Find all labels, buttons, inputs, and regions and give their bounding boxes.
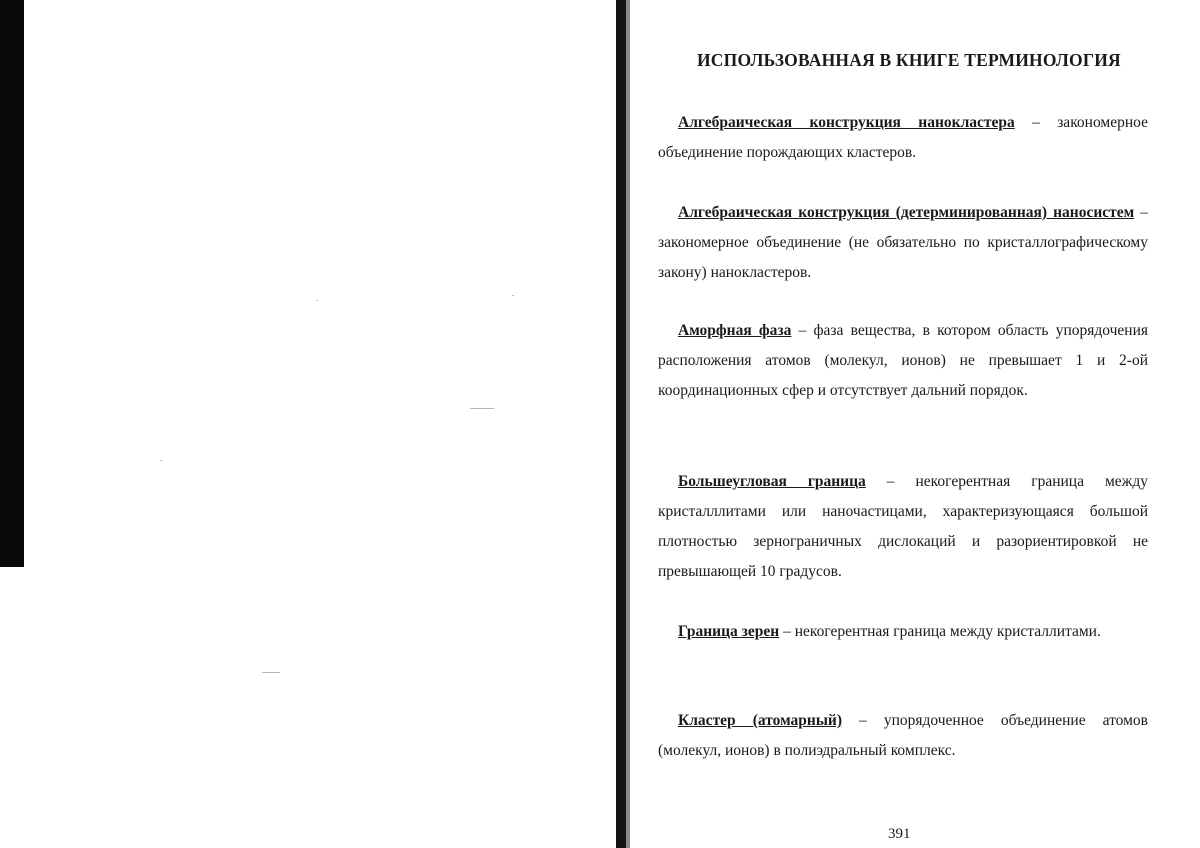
glossary-definition: – упорядоченное объединение атомов (молекул, ионов) в полиэдральный комплекс.: [658, 712, 1148, 759]
page-title: ИСПОЛЬЗОВАННАЯ В КНИГЕ ТЕРМИНОЛОГИЯ: [697, 50, 1121, 70]
scan-speck: [512, 295, 514, 296]
right-page: [630, 0, 1200, 848]
glossary-definition: – некогерентная граница между кристалллитами или наночастицами, характеризующаяся большой плотностью зернограничных дислокаций и разориентировкой не превышающей 10 градусов.: [658, 473, 1148, 580]
glossary-entry: [658, 108, 1148, 168]
glossary-entry: [658, 316, 1148, 406]
page-number: 391: [888, 826, 911, 842]
glossary-entry: [658, 198, 1148, 288]
book-spine: [616, 0, 626, 848]
glossary-definition: – некогерентная граница между кристаллитами.: [779, 623, 1101, 640]
glossary-definition: – закономерное объединение (не обязательно по кристаллографическому закону) нанокластеров.: [658, 204, 1149, 281]
glossary-term: Алгебраическая конструкция (детерминированная) наносистем: [678, 204, 1135, 221]
glossary-term: Большеугловая граница: [678, 473, 866, 490]
glossary-entry: [658, 706, 1148, 766]
glossary-term: Алгебраическая конструкция нанокластера: [678, 114, 1015, 131]
scan-speck: [262, 672, 280, 673]
glossary-entry: [658, 467, 1148, 587]
scan-speck: [470, 408, 494, 409]
glossary-definition: – закономерное объединение порождающих кластеров.: [658, 114, 1148, 161]
scan-speck: [316, 300, 318, 301]
scan-speck: [160, 460, 162, 461]
glossary-term: Граница зерен: [678, 623, 780, 640]
glossary-definition: – фаза вещества, в котором область упорядочения расположения атомов (молекул, ионов) не превышает 1 и 2-ой координационных сфер и отсутствует дальний порядок.: [658, 322, 1148, 399]
scan-edge-shadow: [0, 0, 24, 567]
glossary-term: Аморфная фаза: [678, 322, 792, 339]
glossary-entry: [658, 617, 1148, 647]
glossary-term: Кластер (атомарный): [678, 712, 843, 729]
